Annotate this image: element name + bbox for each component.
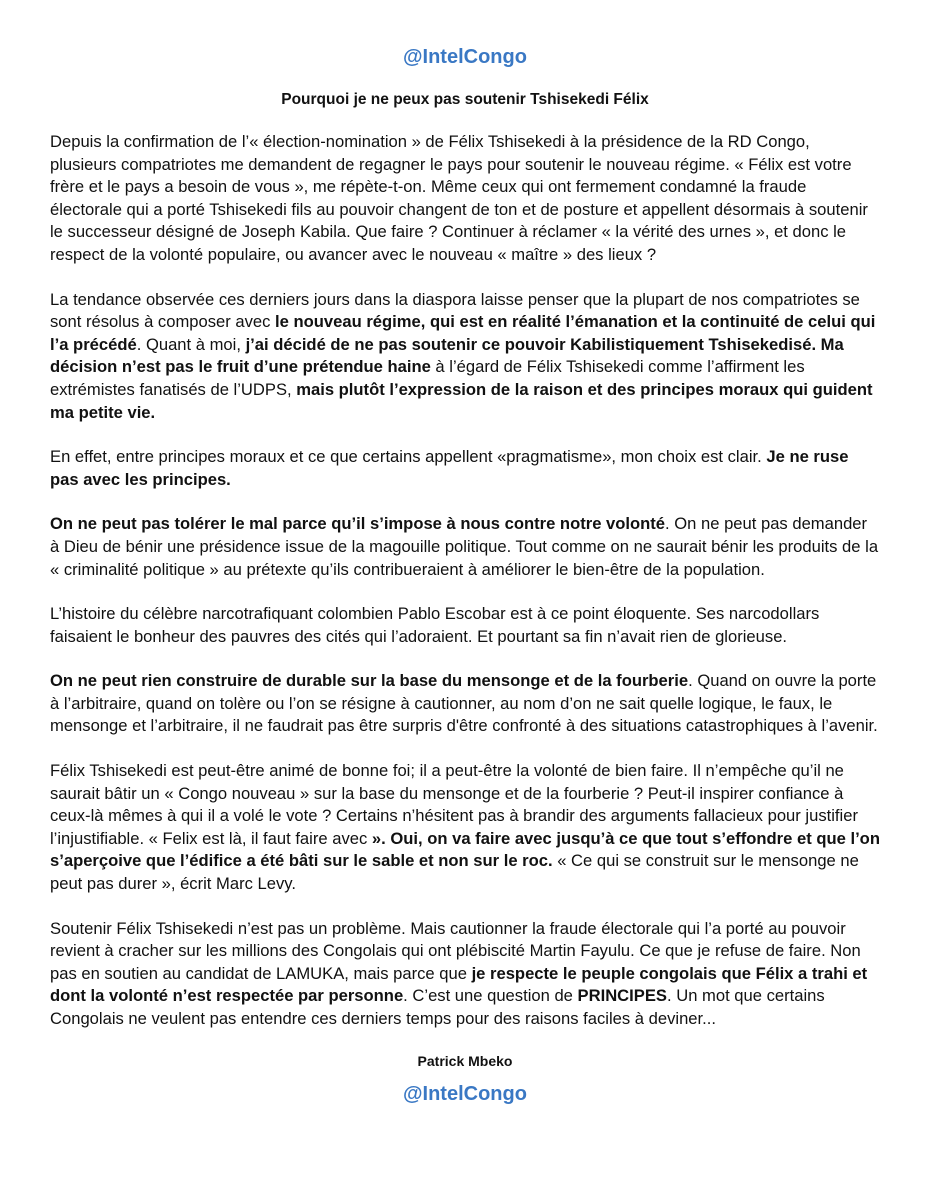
- paragraph-3: [50, 446, 880, 491]
- text-run: . C’est une question de: [403, 986, 578, 1006]
- bold-run: mais plutôt l’expression de la raison et des principes moraux qui guident ma petite vie.: [50, 379, 873, 422]
- text-run: Félix Tshisekedi est peut-être animé de bonne foi; il a peut-être la volonté de bien faire. Il n’empêche qu’il ne saurait bâtir un « Congo nouveau » sur la base du mensonge et de la fourberie ? Peut-il inspirer confiance à ceux-là mêmes à qui il a volé le vote ? Certains n’hésitent pas à brandir des arguments fallacieux pour justifier l’injustifiable. « Felix est là, il faut faire avec: [50, 761, 858, 848]
- bold-run: On ne peut rien construire de durable sur la base du mensonge et de la fourberie: [50, 671, 689, 691]
- paragraph-2: [50, 289, 880, 425]
- paragraph-6: [50, 670, 880, 738]
- text-run: En effet, entre principes moraux et ce que certains appellent «pragmatisme», mon choix est clair.: [50, 447, 767, 467]
- paragraph-4: [50, 513, 880, 581]
- bold-run: PRINCIPES: [577, 986, 667, 1006]
- bold-run: je respecte le peuple congolais que Félix a trahi et dont la volonté n’est respectée par personne: [50, 963, 868, 1006]
- bold-run: Je ne ruse pas avec les principes.: [50, 447, 849, 489]
- text-run: Soutenir Félix Tshisekedi n’est pas un problème. Mais cautionner la fraude électorale qui l’a porté au pouvoir revient à cracher sur les millions des Congolais qui ont plébiscité Martin Fayulu. Ce que je refuse de faire. Non pas en soutien au candidat de LAMUKA, mais parce que: [50, 918, 861, 983]
- text-run: . Un mot que certains Congolais ne veulent pas entendre ces derniers temps pour des raisons faciles à deviner...: [50, 986, 825, 1028]
- text-run: . Quand on ouvre la porte à l’arbitraire, quand on tolère ou l’on se résigne à cautionner, au nom d’on ne sait quelle logique, le faux, le mensonge et l’arbitraire, il ne faudrait pas être surpris d'être confronté à des situations catastrophiques à l’avenir.: [50, 671, 878, 736]
- bold-run: On ne peut pas tolérer le mal parce qu’il s’impose à nous contre notre volonté: [50, 514, 666, 534]
- bold-run: le nouveau régime, qui est en réalité l’émanation et la continuité de celui qui l’a précédé: [50, 312, 876, 354]
- text-run: . On ne peut pas demander à Dieu de bénir une présidence issue de la magouille politique. Tout comme on ne saurait bénir les produits de la « criminalité politique » au prétexte qu’ils contribueraient à améliorer le bien-être de la population.: [50, 514, 879, 579]
- text-run: « Ce qui se construit sur le mensonge ne peut pas durer », écrit Marc Levy.: [50, 851, 859, 894]
- bold-run: j’ai décidé de ne pas soutenir ce pouvoir Kabilistiquement Tshisekedisé. Ma décision n’est pas le fruit d’une prétendue haine: [50, 334, 844, 377]
- text-run: La tendance observée ces derniers jours dans la diaspora laisse penser que la plupart de nos compatriotes se sont résolus à composer avec: [50, 289, 860, 332]
- header-handle: @IntelCongo: [403, 46, 527, 68]
- bold-run: ». Oui, on va faire avec jusqu’à ce que tout s’effondre et que l’on s’aperçoive que l’édifice a été bâti sur le sable et non sur le roc.: [50, 828, 880, 871]
- author-signature: Patrick Mbeko: [417, 1052, 513, 1069]
- paragraph-7: [50, 760, 880, 896]
- paragraph-5: [50, 603, 880, 648]
- text-run: L’histoire du célèbre narcotrafiquant colombien Pablo Escobar est à ce point éloquente. Ses narcodollars faisaient le bonheur des pauvres des cités qui l’adoraient. Et pourtant sa fin n’avait rien de glorieuse.: [50, 604, 820, 646]
- text-run: . Quant à moi,: [136, 334, 246, 354]
- paragraph-8: [50, 918, 880, 1031]
- paragraph-1: [50, 131, 880, 267]
- footer-handle: @IntelCongo: [403, 1082, 527, 1105]
- document-title: Pourquoi je ne peux pas soutenir Tshisekedi Félix: [281, 91, 649, 108]
- text-run: à l’égard de Félix Tshisekedi comme l’affirment les extrémistes fanatisés de l’UDPS,: [50, 357, 805, 399]
- text-run: Depuis la confirmation de l’« élection-nomination » de Félix Tshisekedi à la présidence de la RD Congo, plusieurs compatriotes me demandent de regagner le pays pour soutenir le nouveau régime. « Félix est votre frère et le pays a besoin de vous », me répète-t-on. Même ceux qui ont fermement condamné la fraude électorale qui a porté Tshisekedi fils au pouvoir changent de ton et de posture et appellent désormais à soutenir le successeur désigné de Joseph Kabila. Que faire ? Continuer à réclamer « la vérité des urnes », et donc le respect de la volonté populaire, ou avancer avec le nouveau « maître » des lieux ?: [50, 132, 868, 264]
